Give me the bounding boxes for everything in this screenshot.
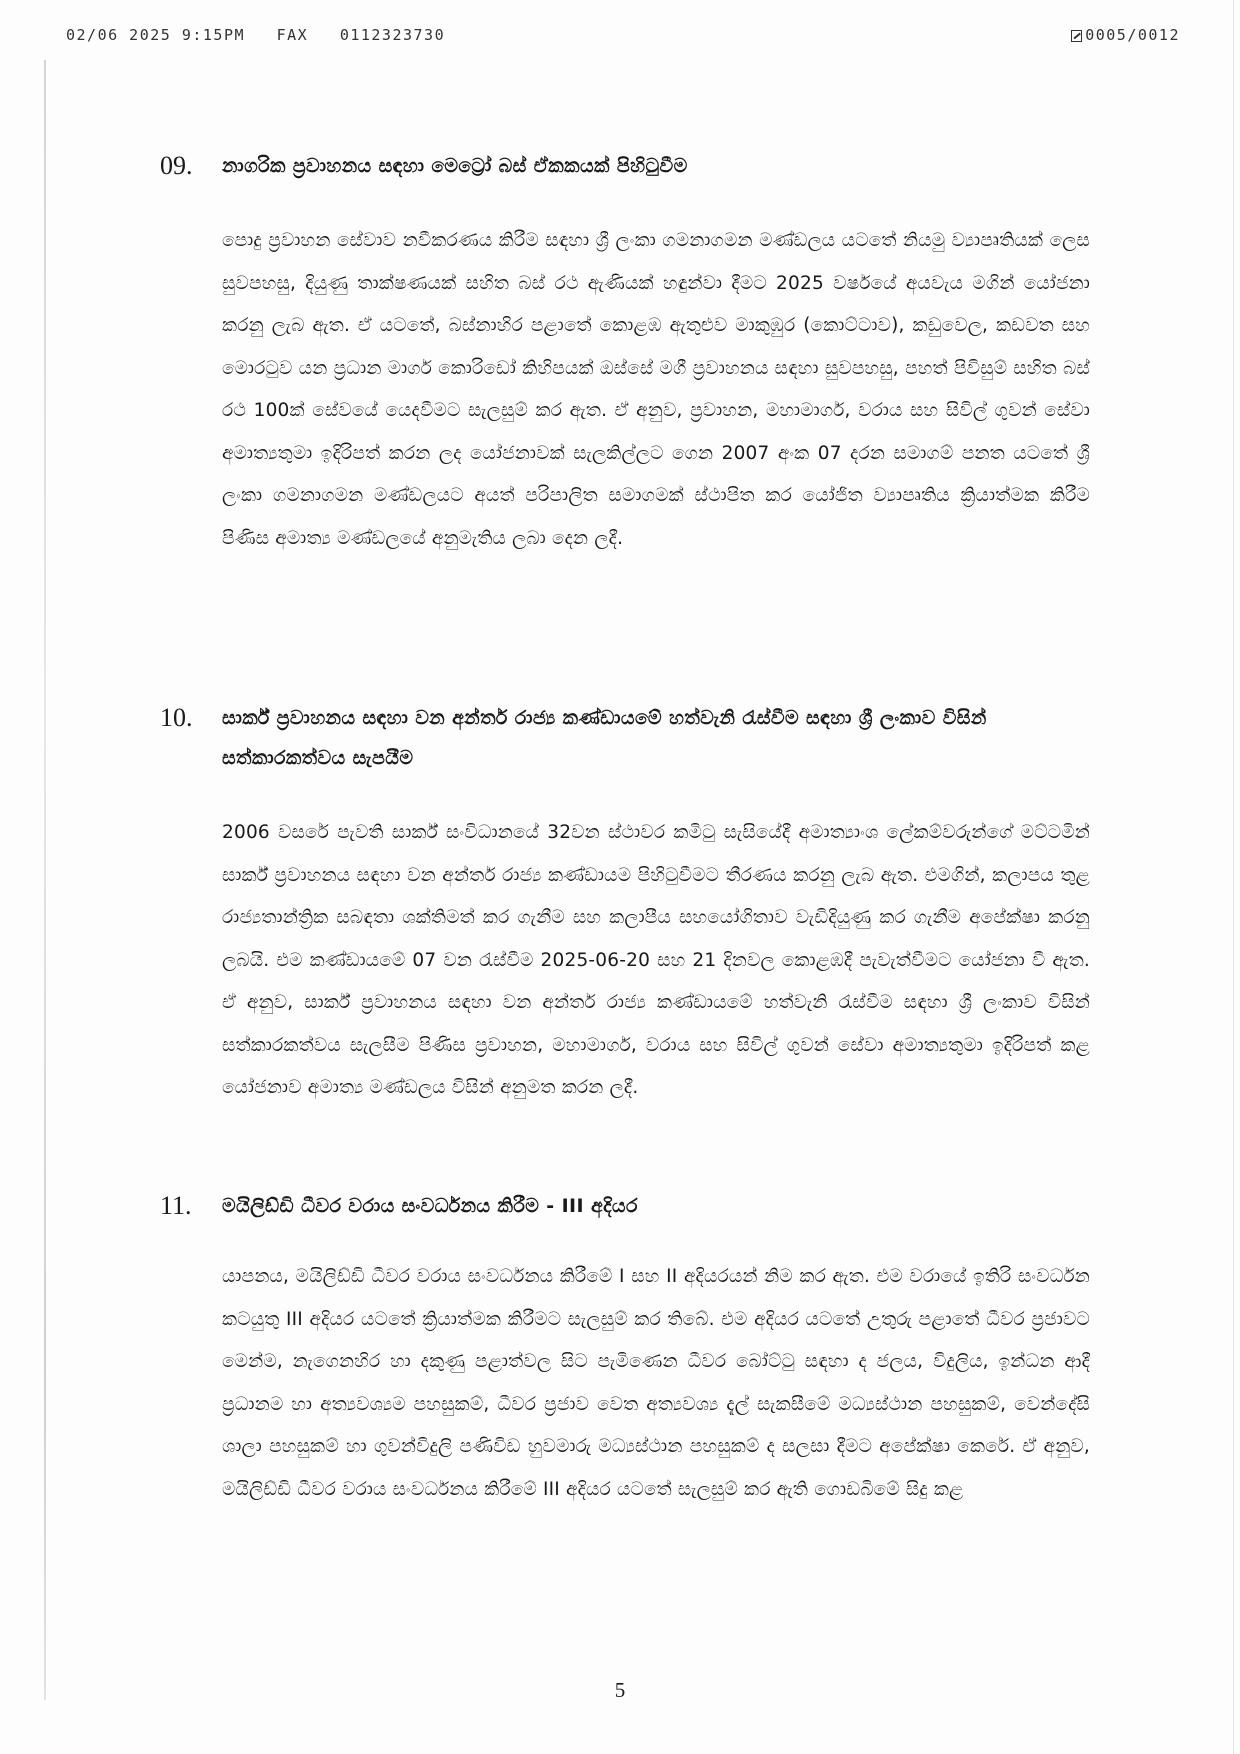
page-number: 5 <box>614 1678 626 1702</box>
checkbox-mark-icon <box>1071 30 1082 42</box>
section-body: යාපනය, මයිලිඩ්ඩි ධීවර වරාය සංවර්ධනය කිරීමේ I සහ II අදියරයන් නිම කර ඇත. එම වරායේ ඉතිරි සංවර්ධන කටයුතු III අදියර යටතේ ක්‍රියාත්මක කිරීමට සැලසුම් කර තිබේ. එම අදියර යටතේ උතුරු පළාතේ ධීවර ප්‍රජාවට මෙන්ම, නැගෙනහිර හා දකුණු පළාත්වල සිට පැමිණෙන ධීවර බෝට්ටු සඳහා ද ජලය, විදුලිය, ඉන්ධන ආදී ප්‍රධානම හා අත්‍යවශ්‍යම පහසුකම්, ධීවර ප්‍රජාව වෙත අත්‍යවශ්‍ය දැල් සැකසීමේ මධ්‍යස්ථාන පහසුකම්, වෙන්දේසි ශාලා පහසුකම් හා ගුවන්විදුලි පණිවිඩ හුවමාරු මධ්‍යස්ථාන පහසුකම් ද සලසා දීමට අපේක්ෂා කෙරේ. ඒ අනුව, මයිලිඩ්ඩි ධීවර වරාය සංවර්ධනය කිරීමේ III අදියර යටතේ සැලසුම් කර ඇති ගොඩබිමේ සිදු කළ <box>222 1266 1090 1500</box>
section-09 <box>160 146 1090 560</box>
section-body: 2006 වසරේ පැවති සාර්ක් සංවිධානයේ 32වන ස්ථාවර කමිටු සැසියේදී අමාත්‍යාංශ ලේකම්වරුන්ගේ මට්ටමින් සාර්ක් ප්‍රවාහනය සඳහා වන අන්තර් රාජ්‍ය කණ්ඩායම පිහිටුවීමට තීරණය කරනු ලැබ ඇත. එමගින්, කලාපය තුළ රාජ්‍යතාන්ත්‍රික සබඳතා ශක්තිමත් කර ගැනීම සහ කලාපීය සහයෝගිතාව වැඩිදියුණු කර ගැනීම අපේක්ෂා කරනු ලබයි. එම කණ්ඩායමේ 07 වන රැස්වීම 2025-06-20 සහ 21 දිනවල කොළඹදී පැවැත්වීමට යෝජනා වී ඇත. ඒ අනුව, සාර්ක් ප්‍රවාහනය සඳහා වන අන්තර් රාජ්‍ය කණ්ඩායමේ හත්වැනි රැස්වීම සඳහා ශ්‍රී ලංකාව විසින් සත්කාරකත්වය සැලසීම පිණිස ප්‍රවාහන, මහාමාර්ග, වරාය සහ සිවිල් ගුවන් සේවා අමාත්‍යතුමා ඉදිරිපත් කළ යෝජනාව අමාත්‍ය මණ්ඩලය විසින් අනුමත කරන ලදී. <box>222 822 1090 1098</box>
section-title: නාගරික ප්‍රවාහනය සඳහා මෙට්‍රෝ බස් ඒකකයක් පිහිටුවීම <box>222 155 688 177</box>
fax-header-right <box>1071 26 1180 44</box>
scan-edge-line <box>44 60 46 1700</box>
section-heading <box>160 1186 1090 1226</box>
section-number: 09. <box>160 151 193 180</box>
section-title: මයිලිඩ්ඩි ධීවර වරාය සංවර්ධනය කිරීම - III අදියර <box>222 1195 638 1217</box>
section-title: සාර්ක් ප්‍රවාහනය සඳහා වන අන්තර් රාජ්‍ය කණ්ඩායමේ හත්වැනි රැස්වීම සඳහා ශ්‍රී ලංකාව විසින් සත්කාරකත්වය සැපයීම <box>222 707 987 769</box>
fax-page-counter: 0005/0012 <box>1085 26 1180 44</box>
section-heading <box>160 146 1090 186</box>
fax-date: 02/06 2025 <box>66 26 172 44</box>
fax-time: 9:15PM <box>181 26 246 44</box>
section-heading <box>160 698 1090 778</box>
scan-edge-line-right <box>1233 0 1234 1754</box>
fax-header-left <box>66 26 445 44</box>
section-10 <box>160 698 1090 1110</box>
fax-number: 0112323730 <box>339 26 446 44</box>
fax-label: FAX <box>276 26 309 44</box>
section-11 <box>160 1186 1090 1511</box>
section-number: 11. <box>160 1191 192 1220</box>
fax-header <box>66 26 1180 48</box>
section-number: 10. <box>160 703 193 732</box>
section-body: පොදු ප්‍රවාහන සේවාව නවීකරණය කිරීම සඳහා ශ්‍රී ලංකා ගමනාගමන මණ්ඩලය යටතේ නියමු ව්‍යාපෘතියක් ලෙස සුවපහසු, දියුණු තාක්ෂණයක් සහිත බස් රථ ඇණියක් හඳුන්වා දීමට 2025 වර්ෂයේ අයවැය මගින් යෝජනා කරනු ලැබ ඇත. ඒ යටතේ, බස්නාහිර පළාතේ කොළඹ ඇතුළුව මාකුඹුර (කොට්ටාව), කඩුවෙල, කඩවත සහ මොරටුව යන ප්‍රධාන මාර්ග කොරිඩෝ කිහිපයක් ඔස්සේ මගී ප්‍රවාහනය සඳහා සුවපහසු, පහත් පිවිසුම් සහිත බස් රථ 100ක් සේවයේ යෙදවීමට සැලසුම් කර ඇත. ඒ අනුව, ප්‍රවාහන, මහාමාර්ග, වරාය සහ සිවිල් ගුවන් සේවා අමාත්‍යතුමා ඉදිරිපත් කරන ලද යෝජනාවක් සැලකිල්ලට ගෙන 2007 අංක 07 දරන සමාගම් පනත යටතේ ශ්‍රී ලංකා ගමනාගමන මණ්ඩලයට අයත් පරිපාලිත සමාගමක් ස්ථාපිත කර යෝජිත ව්‍යාපෘතිය ක්‍රියාත්මක කිරීම පිණිස අමාත්‍ය මණ්ඩලයේ අනුමැතිය ලබා දෙන ලදී. <box>222 230 1090 549</box>
